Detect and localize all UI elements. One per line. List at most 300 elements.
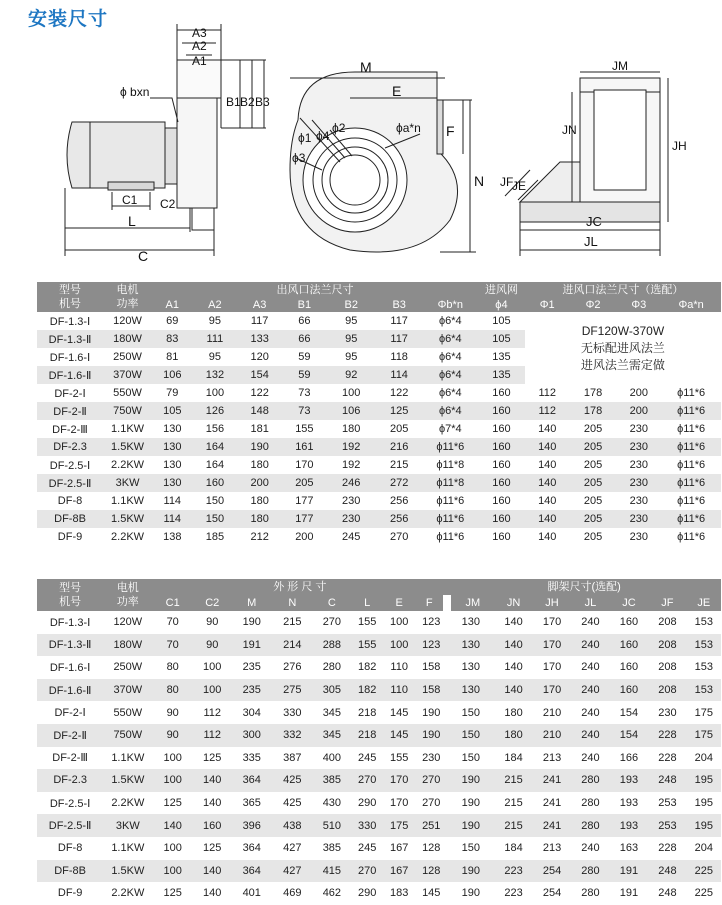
table-cell: 270 <box>389 531 409 543</box>
table-cell: 100 <box>152 769 193 792</box>
table-cell: 248 <box>658 887 677 900</box>
table-cell: 182 <box>351 679 383 702</box>
table-cell: 135 <box>492 351 511 363</box>
table-cell: 184 <box>504 842 523 855</box>
table-cell: 95 <box>345 315 358 327</box>
table-cell: 190 <box>461 797 480 810</box>
table-cell: 288 <box>313 634 351 657</box>
table-cell: 170 <box>533 679 571 702</box>
table-cell: 160 <box>492 387 511 399</box>
table-cell: 1.1KW <box>111 423 145 435</box>
table-cell: 130 <box>461 616 480 629</box>
table-cell: 190 <box>422 706 441 719</box>
table-cell: 230 <box>422 751 441 764</box>
table-cell: 248 <box>648 860 686 883</box>
table-cell: 213 <box>542 751 562 764</box>
table-row <box>37 769 721 792</box>
table-row <box>37 510 721 528</box>
table-cell: 438 <box>272 814 313 837</box>
table-row <box>37 747 721 770</box>
table-cell: ϕ11*6 <box>677 387 706 399</box>
table-cell: 112 <box>525 402 570 420</box>
table-cell: 750W <box>103 402 152 420</box>
table-cell: 166 <box>619 751 639 764</box>
table-cell: 510 <box>313 814 351 837</box>
table-cell: 148 <box>237 402 282 420</box>
table-cell: 208 <box>648 634 686 657</box>
table-cell: 200 <box>237 474 282 492</box>
table-cell: 425 <box>283 797 302 810</box>
table-cell: 365 <box>242 797 261 810</box>
dim-label-c1: C1 <box>122 193 138 207</box>
table-cell: 155 <box>390 751 409 764</box>
table-cell: 193 <box>610 769 648 792</box>
table-cell: 150 <box>461 842 480 855</box>
table-cell: DF-1.3-Ⅱ <box>37 330 103 348</box>
table-cell: ϕ6*4 <box>423 330 478 348</box>
table-cell: 210 <box>533 724 571 747</box>
table-cell: 225 <box>687 860 721 883</box>
table-cell: 117 <box>376 330 423 348</box>
table-cell: 254 <box>533 860 571 883</box>
table-cell: 280 <box>571 814 609 837</box>
table-cell: 230 <box>629 495 649 507</box>
table-cell: 182 <box>357 661 377 674</box>
table-cell: 3KW <box>103 474 152 492</box>
table-cell: DF-2-Ⅰ <box>54 707 86 720</box>
dim-label-b2: B2 <box>240 95 255 109</box>
table-cell: 140 <box>494 679 532 702</box>
table-cell: DF-2-Ⅱ <box>37 724 103 747</box>
table-cell: 195 <box>694 797 713 810</box>
table-cell: 385 <box>322 842 342 855</box>
subheader-7: ϕ4 <box>478 297 525 312</box>
table-cell: 193 <box>610 814 648 837</box>
table-row <box>37 656 721 679</box>
table-cell: 210 <box>542 706 562 719</box>
table-cell: 215 <box>389 459 409 471</box>
table-cell: 170 <box>383 769 415 792</box>
table-cell: 66 <box>282 330 327 348</box>
table-cell: 120 <box>250 351 269 363</box>
table-cell: 241 <box>533 814 571 837</box>
table-cell: 140 <box>538 459 557 471</box>
header-inlet-mesh: 进风网 <box>478 282 525 297</box>
table-cell: 230 <box>616 438 661 456</box>
table-cell: 427 <box>283 842 302 855</box>
table-cell: 126 <box>193 402 238 420</box>
table-cell: 364 <box>231 860 272 883</box>
table-cell: 276 <box>283 661 302 674</box>
table-row <box>37 634 721 657</box>
table-cell: 195 <box>687 769 721 792</box>
subheader-2-8: JM <box>447 595 494 611</box>
table-cell: 230 <box>327 510 376 528</box>
table-cell: 160 <box>610 679 648 702</box>
table-cell: 218 <box>357 706 377 719</box>
table-cell: 387 <box>283 751 302 764</box>
table-cell: 205 <box>583 495 603 507</box>
table-cell: 180 <box>237 510 282 528</box>
header-power-text: 电机 功率 <box>116 284 139 310</box>
table-cell: 135 <box>478 366 525 384</box>
table-cell: DF-8 <box>57 495 83 507</box>
table-cell: 290 <box>357 887 377 900</box>
dim-label-jl: JL <box>584 234 598 249</box>
header-model-2-text: 型号 机号 <box>59 582 82 608</box>
table-cell: 130 <box>152 474 192 492</box>
dim-label-jn: JN <box>562 123 577 137</box>
table-cell: 154 <box>610 724 648 747</box>
table-cell: 155 <box>357 616 377 629</box>
table-cell: 215 <box>494 814 532 837</box>
table-cell: 192 <box>327 438 376 456</box>
table-cell: 240 <box>581 661 600 674</box>
table-cell: 160 <box>193 474 238 492</box>
table-cell: 160 <box>619 661 639 674</box>
header-power <box>103 282 152 312</box>
dim-label-n: N <box>474 173 485 189</box>
table-cell: 128 <box>415 860 447 883</box>
table-cell: ϕ11*6 <box>677 531 706 543</box>
table-cell: ϕ11*6 <box>436 495 465 507</box>
table-cell: 153 <box>687 634 721 657</box>
table-cell: 205 <box>583 459 603 471</box>
table-row <box>37 814 721 837</box>
table-cell: ϕ11*8 <box>436 459 465 471</box>
subheader-2-7: F <box>415 595 447 611</box>
table-cell: ϕ11*6 <box>661 438 721 456</box>
table-cell: 230 <box>629 531 649 543</box>
subheader-11: Φa*n <box>661 297 721 312</box>
table-cell: 230 <box>629 423 649 435</box>
table-cell: 106 <box>327 402 376 420</box>
table-cell: 205 <box>570 474 617 492</box>
table-cell: 100 <box>152 860 193 883</box>
table-cell: 170 <box>542 661 562 674</box>
table-cell: 245 <box>357 842 377 855</box>
subheader-2-10: JH <box>533 595 571 611</box>
table-cell: ϕ11*8 <box>423 474 478 492</box>
table-cell: 83 <box>152 330 192 348</box>
table-cell: DF-2.3 <box>37 438 103 456</box>
table-cell: 160 <box>478 474 525 492</box>
table-cell: DF-8B <box>37 510 103 528</box>
table-cell: 175 <box>383 814 415 837</box>
table-cell: 73 <box>298 387 311 399</box>
table-cell: 130 <box>447 634 494 657</box>
table-cell: 300 <box>231 724 272 747</box>
table-cell: ϕ11*6 <box>661 402 721 420</box>
table-cell: 161 <box>282 438 327 456</box>
table-cell: 160 <box>619 616 639 629</box>
table-cell: 140 <box>538 423 557 435</box>
table-cell: 208 <box>658 616 677 629</box>
table-cell: 240 <box>581 842 600 855</box>
table-cell: DF-1.6-Ⅱ <box>37 366 103 384</box>
table-cell: 133 <box>237 330 282 348</box>
table-cell: 160 <box>478 510 525 528</box>
table-cell: 205 <box>583 423 603 435</box>
table-cell: 140 <box>538 531 557 543</box>
table-cell: 550W <box>113 706 143 719</box>
table-cell: 205 <box>389 423 409 435</box>
table-cell: 225 <box>694 887 713 900</box>
table-cell: 140 <box>538 495 557 507</box>
table-cell: 150 <box>193 510 238 528</box>
table-cell: 190 <box>415 724 447 747</box>
table-cell: DF-2-Ⅲ <box>52 752 88 765</box>
table-cell: 167 <box>383 860 415 883</box>
table-cell: 170 <box>390 797 409 810</box>
subheader-2: A3 <box>237 297 282 312</box>
table-cell: 81 <box>166 351 179 363</box>
subheader-2-14: JE <box>687 595 721 611</box>
header-outline: 外 形 尺 寸 <box>152 579 447 595</box>
table-cell: 280 <box>571 769 609 792</box>
table-cell: DF-1.3-Ⅰ <box>49 315 91 328</box>
table-cell: 469 <box>283 887 302 900</box>
table-cell: 140 <box>504 661 523 674</box>
table-cell: 248 <box>648 769 686 792</box>
table-cell: 191 <box>610 860 648 883</box>
table-cell: 154 <box>619 706 639 719</box>
table-cell: 2.2KW <box>111 797 145 810</box>
section-title: 安装尺寸 <box>28 8 109 30</box>
table-cell: 180 <box>342 423 361 435</box>
header-outlet-flange: 出风口法兰尺寸 <box>152 282 478 297</box>
table-cell: 181 <box>250 423 269 435</box>
table-cell: 305 <box>313 679 351 702</box>
header-model <box>37 282 103 312</box>
dim-label-phi1: ϕ1 <box>298 131 312 145</box>
table-cell: 140 <box>152 814 193 837</box>
table-cell: 150 <box>447 724 494 747</box>
table-cell: 230 <box>342 495 361 507</box>
table-cell: 272 <box>376 474 423 492</box>
subheader-8: Φ1 <box>525 297 570 312</box>
table-cell: 114 <box>376 366 423 384</box>
table-cell: 1.5KW <box>103 510 152 528</box>
table-row <box>37 679 721 702</box>
table-cell: 190 <box>447 860 494 883</box>
table-cell: 160 <box>492 495 511 507</box>
table-cell: 180 <box>250 495 269 507</box>
table-cell: 425 <box>272 769 313 792</box>
table-cell: 396 <box>231 814 272 837</box>
table-cell: 59 <box>298 351 311 363</box>
table-cell: 430 <box>322 797 342 810</box>
table-cell: 175 <box>687 724 721 747</box>
subheader-2-4: C <box>313 595 351 611</box>
table-cell: 270 <box>422 797 441 810</box>
table-cell: 90 <box>193 634 231 657</box>
table-cell: 370W <box>103 366 152 384</box>
table-cell: 2.2KW <box>111 459 145 471</box>
table-cell: DF-9 <box>57 887 83 900</box>
header-model-text: 型号 机号 <box>59 284 82 310</box>
dim-label-a3: A3 <box>192 26 207 40</box>
table-cell: 215 <box>283 616 302 629</box>
table-cell: 192 <box>342 459 361 471</box>
table-cell: 125 <box>163 887 182 900</box>
outline-dimension-table <box>37 579 721 905</box>
table-cell: 240 <box>571 634 609 657</box>
table-cell: DF-2.5-Ⅱ <box>37 814 103 837</box>
table-cell: 153 <box>694 661 713 674</box>
table-cell: 240 <box>571 679 609 702</box>
dim-label-jm: JM <box>612 59 628 73</box>
dim-label-phi-axn: ϕa*n <box>396 121 421 135</box>
table-row <box>37 474 721 492</box>
table-row <box>37 438 721 456</box>
table-cell: 223 <box>494 860 532 883</box>
table-cell: 80 <box>152 679 193 702</box>
table-cell: 100 <box>193 679 231 702</box>
table-cell: 280 <box>571 860 609 883</box>
table-cell: 158 <box>422 661 441 674</box>
table-cell: 112 <box>538 387 557 399</box>
table-cell: 180 <box>250 459 269 471</box>
table-cell: 228 <box>658 751 677 764</box>
table-cell: 70 <box>166 616 179 629</box>
dim-label-phi4: ϕ4 <box>316 129 330 143</box>
table-cell: 235 <box>231 679 272 702</box>
table-cell: 385 <box>313 769 351 792</box>
table-cell: 218 <box>351 724 383 747</box>
table-cell: 185 <box>205 531 225 543</box>
table-cell: 270 <box>351 860 383 883</box>
header-power-2-text: 电机 功率 <box>116 582 139 608</box>
table-row <box>37 420 721 438</box>
table-cell: 100 <box>163 842 182 855</box>
table-cell: 245 <box>357 751 377 764</box>
dim-label-je: JE <box>512 179 527 193</box>
table-cell: 95 <box>208 315 222 327</box>
table-cell: 130 <box>163 423 182 435</box>
dim-label-c: C <box>138 248 149 264</box>
table-cell: 59 <box>282 366 327 384</box>
table-cell: 175 <box>694 706 713 719</box>
table-cell: 110 <box>390 661 408 674</box>
table-cell: 216 <box>376 438 423 456</box>
flange-dimension-table <box>37 282 721 546</box>
table-cell: 330 <box>283 706 302 719</box>
table-row <box>37 312 721 330</box>
table-cell: DF-1.3-Ⅰ <box>49 616 91 629</box>
table-cell: 270 <box>351 769 383 792</box>
table-cell: 205 <box>570 510 617 528</box>
table-cell: 140 <box>525 510 570 528</box>
subheader-2-1: C2 <box>193 595 231 611</box>
table-row <box>37 792 721 815</box>
table-cell: 280 <box>581 797 600 810</box>
table-cell: 215 <box>504 797 523 810</box>
table-cell: 280 <box>581 887 600 900</box>
table-row <box>37 402 721 420</box>
table-cell: 415 <box>313 860 351 883</box>
table-cell: 205 <box>570 438 617 456</box>
table-cell: 208 <box>658 661 677 674</box>
table-cell: 253 <box>658 797 677 810</box>
table-cell: 100 <box>203 661 222 674</box>
table-cell: 550W <box>113 387 142 399</box>
table-cell: 153 <box>687 679 721 702</box>
subheader-2-12: JC <box>610 595 648 611</box>
table-cell: ϕ6*4 <box>438 351 462 363</box>
table-cell: 191 <box>619 887 639 900</box>
subheader-3: B1 <box>282 297 327 312</box>
table-cell: 114 <box>152 510 192 528</box>
table-cell: 195 <box>687 814 721 837</box>
table-cell: 160 <box>492 531 511 543</box>
dim-label-f: F <box>446 123 455 139</box>
table-cell: 1.1KW <box>111 842 145 855</box>
table-cell: DF-8B <box>37 860 103 883</box>
table-cell: 256 <box>389 495 409 507</box>
table-cell: 138 <box>163 531 182 543</box>
table-row <box>37 456 721 474</box>
table-cell: 178 <box>570 402 617 420</box>
subheader-2-0: C1 <box>152 595 193 611</box>
note-cell: DF120W-370W 无标配进风法兰 进风法兰需定做 <box>525 312 721 384</box>
table-cell: 122 <box>389 387 409 399</box>
table-cell: 240 <box>581 706 600 719</box>
header-inlet-flange: 进风口法兰尺寸（选配） <box>525 282 721 297</box>
table-cell: 191 <box>231 634 272 657</box>
table-cell: 253 <box>648 814 686 837</box>
table-cell: 160 <box>193 814 231 837</box>
subheader-6: Φb*n <box>423 297 478 312</box>
dim-label-l: L <box>128 213 136 229</box>
table-cell: 140 <box>494 634 532 657</box>
installation-drawing <box>0 24 722 264</box>
table-cell: 150 <box>461 706 480 719</box>
table-cell: 125 <box>163 797 182 810</box>
table-cell: 213 <box>542 842 562 855</box>
table-cell: 170 <box>533 634 571 657</box>
table-cell: ϕ11*6 <box>661 474 721 492</box>
dim-label-m: M <box>360 59 372 75</box>
table-cell: DF-1.6-Ⅱ <box>37 679 103 702</box>
subheader-0: A1 <box>152 297 192 312</box>
table-cell: 160 <box>478 438 525 456</box>
table-cell: 205 <box>282 474 327 492</box>
table-cell: 167 <box>390 842 409 855</box>
subheader-1: A2 <box>193 297 238 312</box>
table-cell: 240 <box>571 724 609 747</box>
dim-label-jc: JC <box>586 214 602 229</box>
table-cell: 345 <box>322 706 342 719</box>
table-cell: 190 <box>461 887 480 900</box>
table-cell: 90 <box>166 706 179 719</box>
table-cell: 95 <box>208 351 222 363</box>
table-cell: 117 <box>250 315 269 327</box>
table-cell: ϕ11*6 <box>677 495 706 507</box>
table-cell: DF-2-Ⅱ <box>37 402 103 420</box>
subheader-2-6: E <box>383 595 415 611</box>
table-cell: DF-2-Ⅰ <box>54 387 86 400</box>
table-cell: 190 <box>237 438 282 456</box>
table-cell: 145 <box>383 724 415 747</box>
table-cell: ϕ11*6 <box>436 531 465 543</box>
dim-label-e: E <box>392 83 402 99</box>
table-cell: 170 <box>295 459 314 471</box>
table-cell: 130 <box>461 661 480 674</box>
table-cell: 100 <box>383 634 415 657</box>
table-cell: 154 <box>237 366 282 384</box>
table-cell: ϕ6*4 <box>438 387 462 399</box>
